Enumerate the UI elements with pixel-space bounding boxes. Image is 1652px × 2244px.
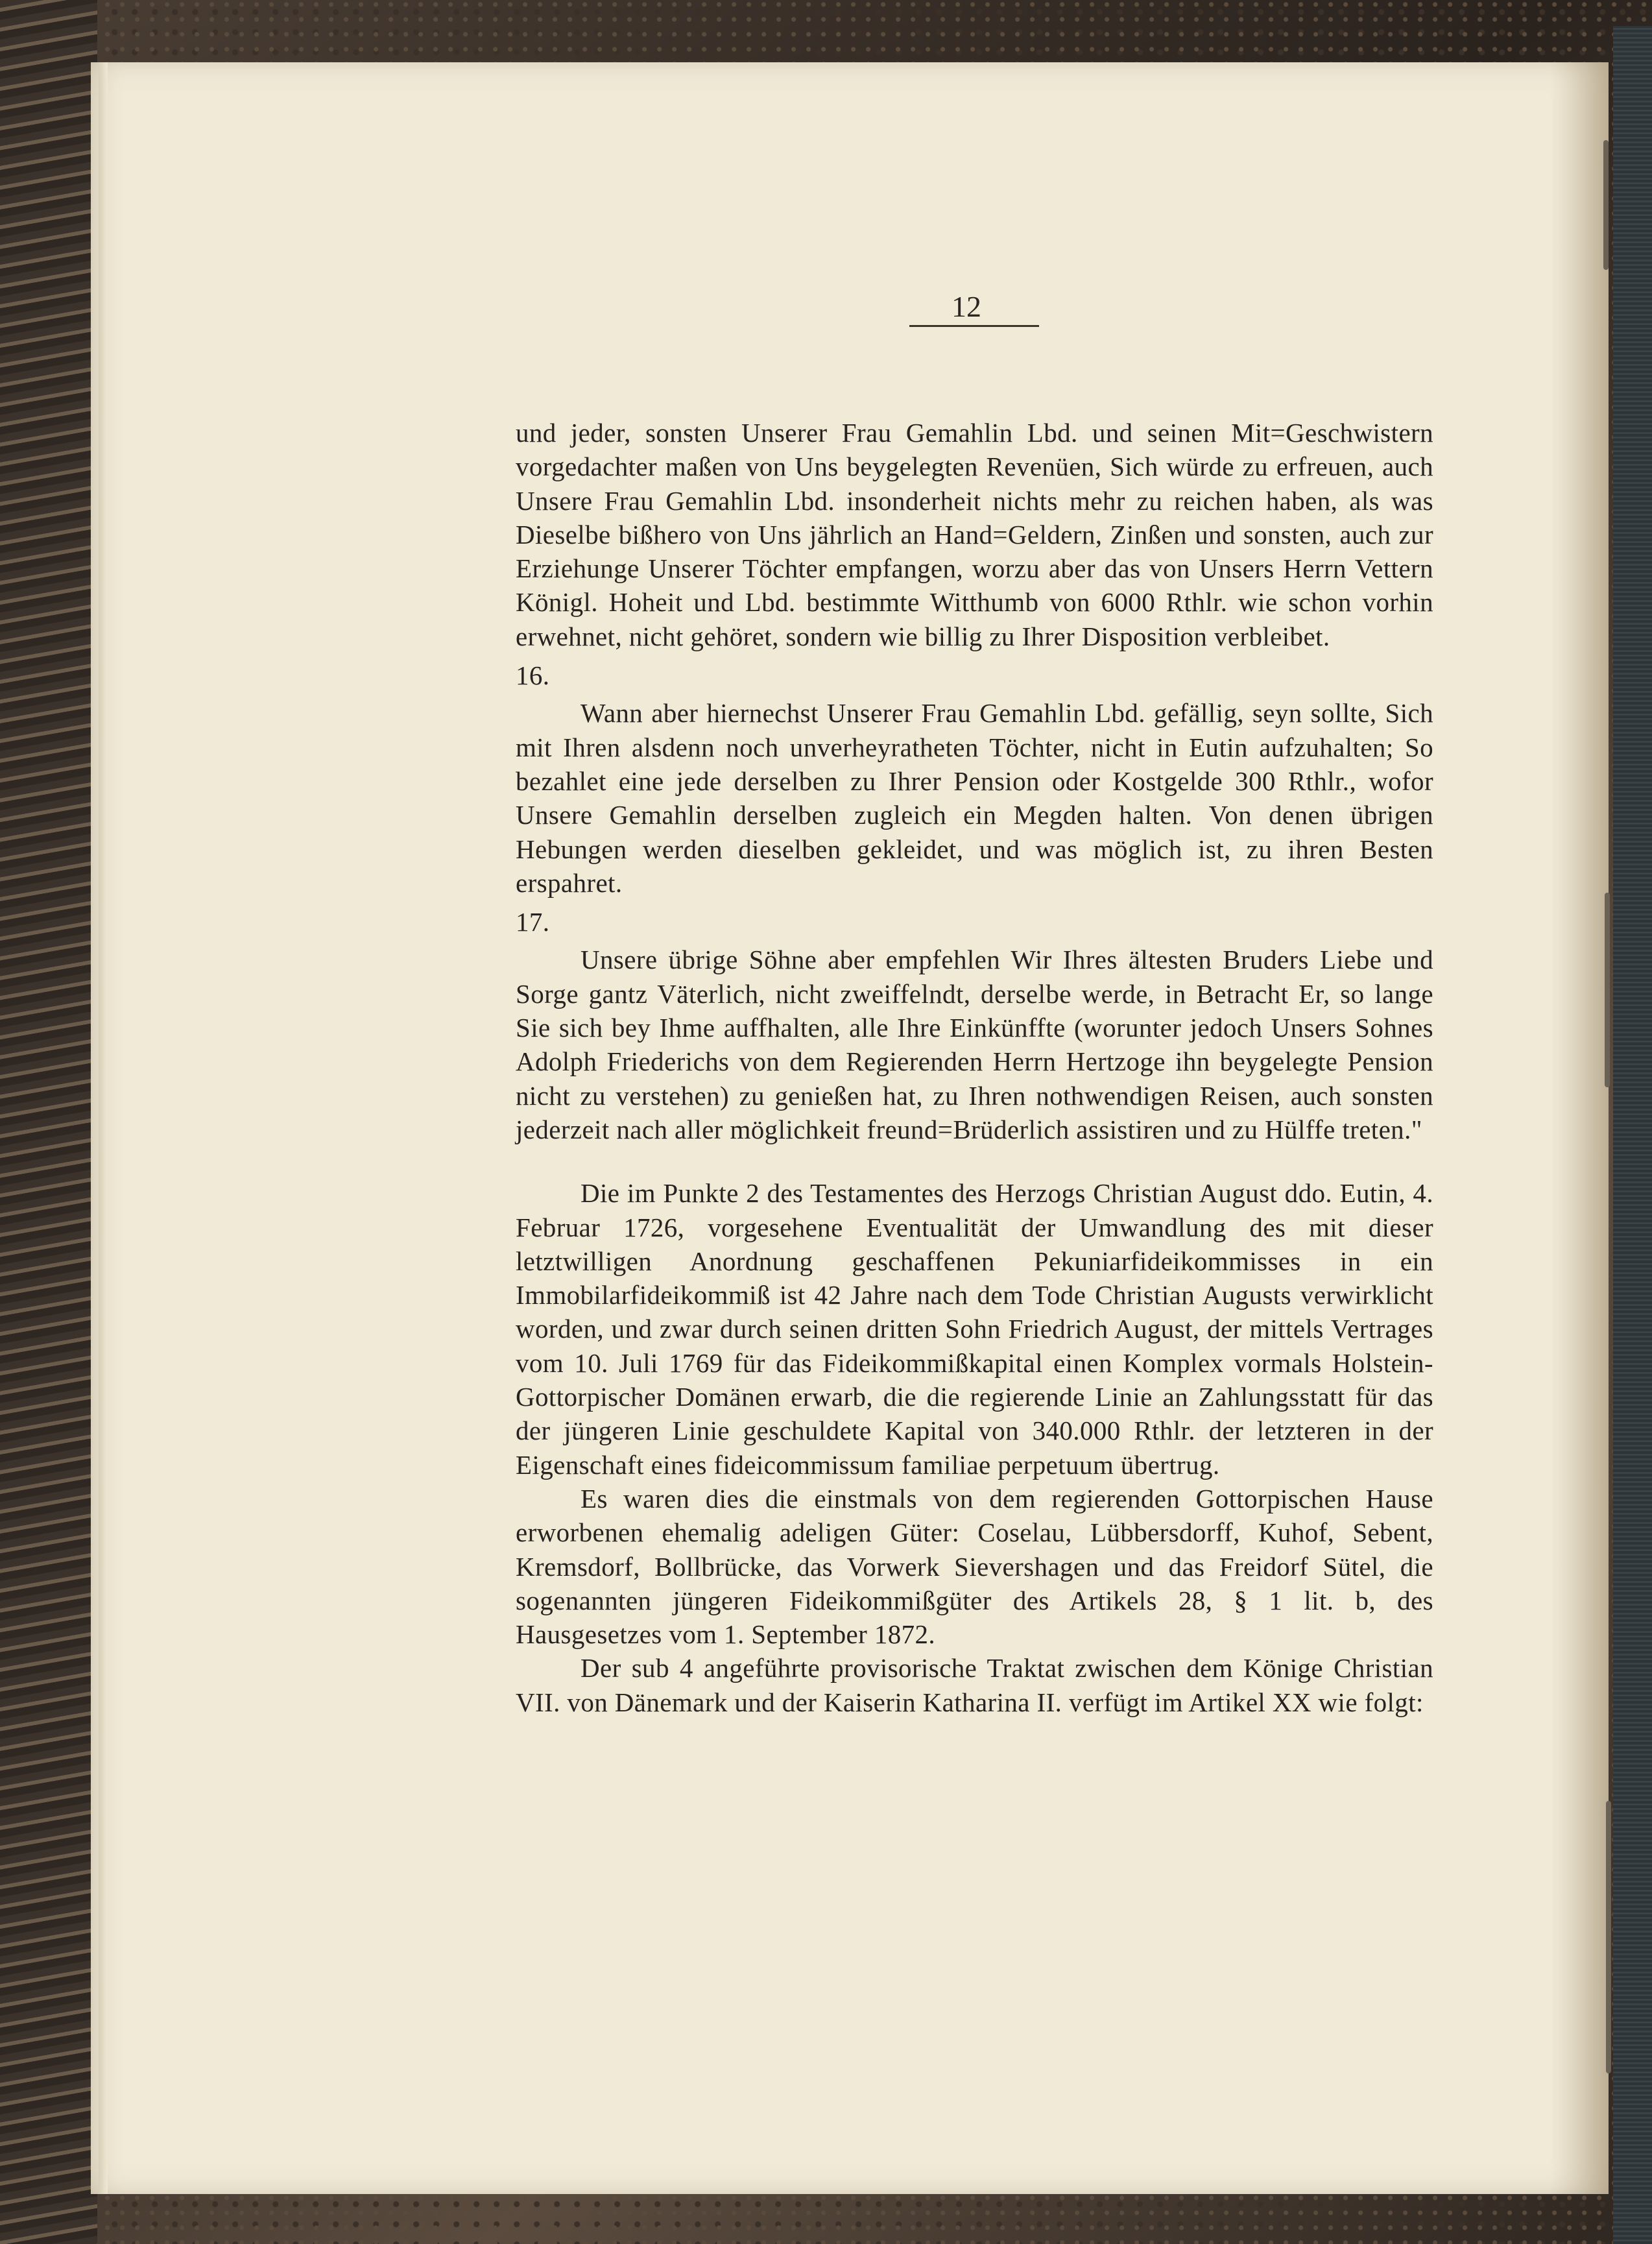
paragraph: und jeder, sonsten Unserer Frau Gemahlin Lbd. und seinen Mit=Geschwistern vorgedachter maßen von Uns beygelegten Revenüen, Sich würde zu erfreuen, auch Unsere Frau Gemahlin Lbd. insonderheit nichts mehr zu reichen haben, als was Dieselbe bißhero von Uns jährlich an Hand=Geldern, Zinßen und sonsten, auch zur Erziehunge Unserer Töchter empfangen, worzu aber das von Unsers Herrn Vettern Königl. Hoheit und Lbd. bestimmte Witthumb von 6000 Rthlr. wie schon vorhin erwehnet, nicht gehöret, sondern wie billig zu Ihrer Disposition verbleibet.	[516, 418, 1433, 651]
paragraph: Wann aber hiernechst Unserer Frau Gemahlin Lbd. gefällig, seyn sollte, Sich mit Ihren alsdenn noch unverheyratheten Töchter, nicht in Eutin aufzuhalten; So bezahlet eine jede derselben zu Ihrer Pension oder Kostgelde 300 Rthlr., wofor Unsere Gemahlin derselben zugleich ein Megden halten. Von denen übrigen Hebungen werden dieselben gekleidet, und was möglich ist, zu ihren Besten erspahret.	[516, 698, 1433, 898]
page-right-edge	[1550, 62, 1609, 2194]
marbled-cover-edge	[0, 0, 97, 2244]
binding-fold	[99, 62, 108, 2194]
paragraph: Es waren dies die einstmals von dem regierenden Gottorpischen Hause erworbenen ehemalig adeligen Güter: Coselau, Lübbersdorff, Kuhof, Sebent, Kremsdorf, Bollbrücke, das Vorwerk Sievershagen und das Freidorf Sütel, die sogenannten jüngeren Fideikommißgüter des Artikels 28, § 1 lit. b, des Hausgesetzes vom 1. September 1872.	[516, 1483, 1433, 1650]
section-number: 16.	[516, 660, 550, 691]
margin-binding-mark	[1603, 140, 1609, 270]
paragraph: Der sub 4 angeführte provisorische Traktat zwischen dem Könige Christian VII. von Dänemark und der Kaiserin Katharina II. verfügt im Artikel XX wie folgt:	[516, 1653, 1433, 1717]
page-number: 12	[952, 290, 981, 323]
document-page	[91, 62, 1609, 2194]
book-cloth-edge	[1613, 26, 1652, 2244]
paragraph: Unsere übrige Söhne aber empfehlen Wir Ihres ältesten Bruders Liebe und Sorge gantz Väterlich, nicht zweiffelndt, derselbe werde, in Betracht Er, so lange Sie sich bey Ihme auffhalten, alle Ihre Einkünffte (worunter jedoch Unsers Sohnes Adolph Friederichs von dem Regierenden Herrn Hertzoge ihn beygelegte Pension nicht zu verstehen) zu genießen hat, zu Ihren nothwendigen Reisen, auch sonsten jederzeit nach aller möglichkeit freund=Brüderlich assistiren und zu Hülffe treten."	[516, 945, 1433, 1144]
margin-binding-mark	[1606, 1801, 1611, 2073]
paragraph: Die im Punkte 2 des Testamentes des Herzogs Christian August ddo. Eutin, 4. Februar 1726, vorgesehene Eventualität der Umwandlung des mit dieser letztwilligen Anordnung geschaffenen Pekuniarfideikommisses in ein Immobilarfideikommiß ist 42 Jahre nach dem Tode Christian Augusts verwirklicht worden, und zwar durch seinen dritten Sohn Friedrich August, der mittels Vertrages vom 10. Juli 1769 für das Fideikommißkapital einen Komplex vormals Holstein-Gottorpischer Domänen erwarb, die die regierende Linie an Zahlungsstatt für das der jüngeren Linie geschuldete Kapital von 340.000 Rthlr. der letzteren in der Eigenschaft eines fideicommissum familiae perpetuum übertrug.	[516, 1178, 1433, 1480]
page-number-rule	[909, 325, 1039, 327]
section-number: 17.	[516, 907, 550, 937]
paragraph-gap	[516, 1146, 1433, 1176]
body-text	[516, 416, 1433, 1719]
margin-binding-mark	[1605, 893, 1610, 1087]
